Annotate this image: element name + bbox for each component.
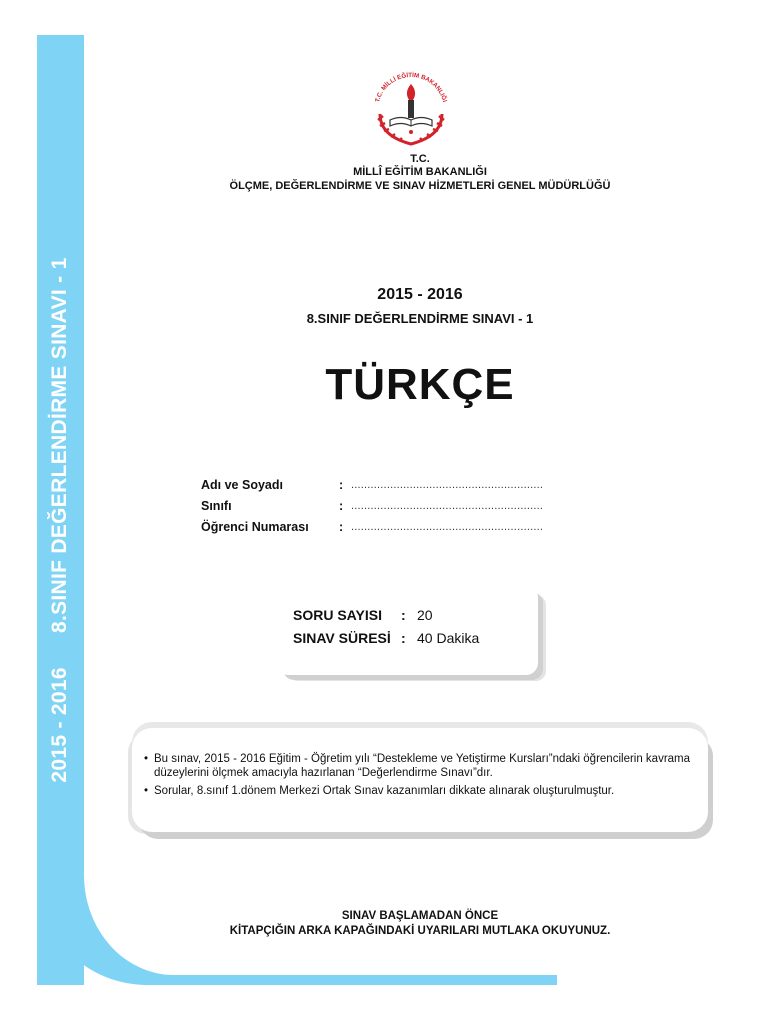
class-field[interactable] (201, 495, 543, 516)
question-count-value: 20 (417, 607, 433, 623)
note-item: • Bu sınav, 2015 - 2016 Eğitim - Öğretim yılı “Destekleme ve Yetiştirme Kursları”ndaki öğrencilerin kavrama düzeylerini ölçmek amacıyla hazırlanan “Değerlendirme Sınavı”dır. (142, 752, 708, 780)
exam-info-box (276, 585, 538, 675)
notes-box (132, 728, 708, 832)
class-blank[interactable]: ........................................................... (351, 499, 544, 512)
duration-label: SINAV SÜRESİ (293, 630, 391, 646)
student-number-field[interactable] (201, 516, 543, 537)
notes-list (142, 752, 708, 802)
student-number-blank[interactable]: ........................................................... (351, 520, 544, 533)
name-blank[interactable]: ........................................................... (351, 478, 544, 491)
class-separator: : (339, 498, 344, 513)
ministry-emblem-icon (366, 70, 456, 150)
name-separator: : (339, 477, 344, 492)
logo-ring-text: T.C. MİLLİ EĞİTİM BAKANLIĞI (374, 71, 448, 103)
question-count-row (293, 607, 433, 623)
header-ministry-name: MİLLÎ EĞİTİM BAKANLIĞI (353, 166, 487, 178)
note-item: • Sorular, 8.sınıf 1.dönem Merkezi Ortak Sınav kazanımları dikkate alınarak oluşturulmuştur. (142, 784, 708, 798)
question-count-separator: : (401, 607, 406, 623)
duration-row (293, 630, 479, 646)
student-info-form (201, 474, 543, 537)
student-number-label: Öğrenci Numarası (201, 519, 309, 534)
exam-year: 2015 - 2016 (377, 286, 463, 303)
sidebar-year: 2015 - 2016 (48, 667, 71, 783)
duration-value: 40 Dakika (417, 630, 480, 646)
warning-line-2: KİTAPÇIĞIN ARKA KAPAĞINDAKİ UYARILARI MUTLAKA OKUYUNUZ. (229, 925, 611, 937)
name-field[interactable] (201, 474, 543, 495)
student-number-separator: : (339, 519, 344, 534)
sidebar-vertical-title (48, 243, 72, 796)
name-label: Adı ve Soyadı (201, 477, 283, 492)
duration-separator: : (401, 630, 406, 646)
sidebar-exam-name: 8.SINIF DEĞERLENDİRME SINAVI - 1 (48, 257, 71, 634)
exam-name: 8.SINIF DEĞERLENDİRME SINAVI - 1 (306, 311, 534, 326)
exam-subject: TÜRKÇE (325, 360, 515, 409)
class-label: Sınıfı (201, 498, 232, 513)
question-count-label: SORU SAYISI (293, 607, 382, 623)
header-tc: T.C. (410, 153, 430, 165)
header-directorate: ÖLÇME, DEĞERLENDİRME VE SINAV HİZMETLERİ GENEL MÜDÜRLÜĞÜ (229, 180, 611, 192)
warning-line-1: SINAV BAŞLAMADAN ÖNCE (341, 910, 499, 922)
